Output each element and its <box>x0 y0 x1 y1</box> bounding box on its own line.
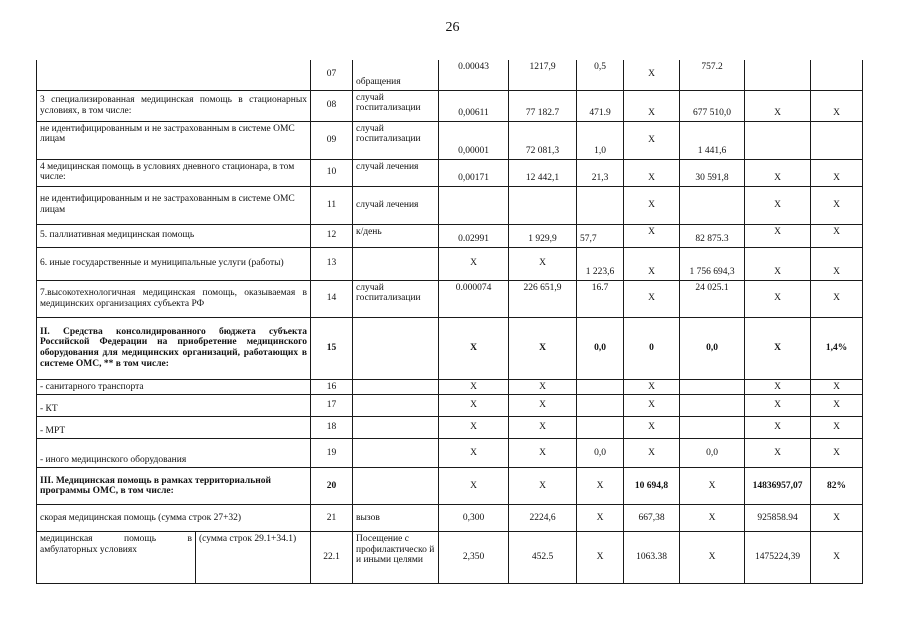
row-unit <box>353 317 439 379</box>
cell <box>680 186 745 224</box>
cell: 1 756 694,3 <box>680 247 745 280</box>
row-num: 18 <box>311 417 353 439</box>
row-subdesc: (сумма строк 29.1+34.1) <box>196 532 311 584</box>
row-desc: 7.высокотехнологичная медицинская помощь, оказываемая в медицинских организациях субъекта РФ <box>37 280 311 317</box>
cell: 1 223,6 <box>577 247 624 280</box>
cell: X <box>624 60 680 90</box>
cell: X <box>509 317 577 379</box>
row-num: 09 <box>311 121 353 159</box>
cell: X <box>745 395 811 417</box>
table-row <box>37 505 863 532</box>
cell: X <box>439 317 509 379</box>
cell: 677 510,0 <box>680 90 745 121</box>
cell <box>811 60 863 90</box>
cell: X <box>439 379 509 395</box>
row-num: 17 <box>311 395 353 417</box>
cell: 1 929,9 <box>509 224 577 247</box>
cell: 1 441,6 <box>680 121 745 159</box>
table-row <box>37 417 863 439</box>
cell: 0.000074 <box>439 280 509 317</box>
cell: X <box>624 186 680 224</box>
row-num: 07 <box>311 60 353 90</box>
cell: 12 442,1 <box>509 159 577 186</box>
cell <box>680 417 745 439</box>
cell <box>577 379 624 395</box>
table-row <box>37 439 863 468</box>
table-row <box>37 468 863 505</box>
cell <box>439 186 509 224</box>
cell: X <box>624 417 680 439</box>
row-desc: - иного медицинского оборудования <box>37 439 311 468</box>
cell: X <box>745 90 811 121</box>
cell: X <box>745 159 811 186</box>
budget-table <box>36 60 863 584</box>
cell: X <box>624 395 680 417</box>
cell: 72 081,3 <box>509 121 577 159</box>
row-unit <box>353 439 439 468</box>
cell: 452.5 <box>509 532 577 584</box>
cell: X <box>745 317 811 379</box>
table-row <box>37 186 863 224</box>
cell: X <box>509 379 577 395</box>
row-desc: 5. паллиативная медицинская помощь <box>37 224 311 247</box>
cell: 0,0 <box>680 317 745 379</box>
cell: 21,3 <box>577 159 624 186</box>
row-num: 14 <box>311 280 353 317</box>
row-num: 20 <box>311 468 353 505</box>
row-unit: случай лечения <box>353 186 439 224</box>
row-num: 11 <box>311 186 353 224</box>
cell: X <box>811 159 863 186</box>
cell: X <box>745 186 811 224</box>
cell: X <box>811 439 863 468</box>
cell: 1,4% <box>811 317 863 379</box>
cell <box>509 186 577 224</box>
cell: 82% <box>811 468 863 505</box>
cell: 0,00171 <box>439 159 509 186</box>
cell: 0,00001 <box>439 121 509 159</box>
table-row <box>37 224 863 247</box>
cell: 925858.94 <box>745 505 811 532</box>
cell: X <box>577 532 624 584</box>
cell: X <box>439 395 509 417</box>
row-unit: случай госпитализации <box>353 121 439 159</box>
row-desc: скорая медицинская помощь (сумма строк 27+32) <box>37 505 311 532</box>
cell: X <box>811 505 863 532</box>
cell: X <box>624 280 680 317</box>
cell: X <box>811 247 863 280</box>
cell: 0.00043 <box>439 60 509 90</box>
cell: X <box>624 224 680 247</box>
cell <box>745 121 811 159</box>
row-desc: 4 медицинская помощь в условиях дневного стационара, в том числе: <box>37 159 311 186</box>
cell <box>577 186 624 224</box>
row-desc: - санитарного транспорта <box>37 379 311 395</box>
cell: X <box>745 417 811 439</box>
cell: 1217,9 <box>509 60 577 90</box>
cell <box>811 121 863 159</box>
cell: 0 <box>624 317 680 379</box>
table-row <box>37 247 863 280</box>
cell: 0,0 <box>577 439 624 468</box>
row-num: 08 <box>311 90 353 121</box>
cell: X <box>745 247 811 280</box>
cell: X <box>811 186 863 224</box>
row-desc: - КТ <box>37 395 311 417</box>
cell: X <box>811 379 863 395</box>
cell: 0,5 <box>577 60 624 90</box>
cell: X <box>439 439 509 468</box>
table-row <box>37 280 863 317</box>
row-unit <box>353 395 439 417</box>
cell: X <box>811 90 863 121</box>
table-row <box>37 60 863 90</box>
row-num: 22.1 <box>311 532 353 584</box>
row-num: 12 <box>311 224 353 247</box>
row-unit <box>353 468 439 505</box>
cell: X <box>811 532 863 584</box>
cell: X <box>745 379 811 395</box>
row-num: 13 <box>311 247 353 280</box>
row-num: 21 <box>311 505 353 532</box>
row-unit: случай лечения <box>353 159 439 186</box>
cell: 0,300 <box>439 505 509 532</box>
cell: 2,350 <box>439 532 509 584</box>
cell: 57,7 <box>577 224 624 247</box>
cell: 24 025.1 <box>680 280 745 317</box>
cell: 0,00611 <box>439 90 509 121</box>
row-unit: Посещение с профилактическо й и иными целями <box>353 532 439 584</box>
row-unit <box>353 417 439 439</box>
cell: X <box>624 90 680 121</box>
row-desc: не идентифицированным и не застрахованным в системе ОМС лицам <box>37 186 311 224</box>
cell: X <box>624 439 680 468</box>
row-desc: 3 специализированная медицинская помощь в стационарных условиях, в том числе: <box>37 90 311 121</box>
cell <box>680 379 745 395</box>
cell: X <box>439 417 509 439</box>
cell: X <box>439 247 509 280</box>
cell: X <box>745 280 811 317</box>
cell: X <box>811 280 863 317</box>
page-number: 26 <box>445 20 460 35</box>
cell: X <box>745 439 811 468</box>
row-desc: 6. иные государственные и муниципальные услуги (работы) <box>37 247 311 280</box>
cell: X <box>680 505 745 532</box>
row-desc: - МРТ <box>37 417 311 439</box>
row-unit: случай госпитализации <box>353 280 439 317</box>
cell: X <box>811 395 863 417</box>
cell <box>680 395 745 417</box>
table-row <box>37 379 863 395</box>
cell: 757.2 <box>680 60 745 90</box>
row-unit: к/день <box>353 224 439 247</box>
cell: X <box>811 224 863 247</box>
cell: 2224,6 <box>509 505 577 532</box>
row-num: 19 <box>311 439 353 468</box>
cell: X <box>680 532 745 584</box>
cell: X <box>624 379 680 395</box>
table-row <box>37 159 863 186</box>
cell: 226 651,9 <box>509 280 577 317</box>
cell: X <box>509 247 577 280</box>
cell: 16.7 <box>577 280 624 317</box>
cell: 77 182.7 <box>509 90 577 121</box>
table-row <box>37 395 863 417</box>
cell: 10 694,8 <box>624 468 680 505</box>
cell <box>577 417 624 439</box>
row-num: 10 <box>311 159 353 186</box>
row-desc: II. Средства консолидированного бюджета субъекта Российской Федерации на приобретение медицинского оборудования для медицинских организаций, работающих в системе ОМС, ** в том числе: <box>37 317 311 379</box>
cell: X <box>624 247 680 280</box>
cell <box>745 60 811 90</box>
row-unit <box>353 379 439 395</box>
cell: 30 591,8 <box>680 159 745 186</box>
row-desc <box>37 60 311 90</box>
cell: 1063.38 <box>624 532 680 584</box>
cell: 0,0 <box>680 439 745 468</box>
cell: X <box>509 439 577 468</box>
cell: X <box>624 121 680 159</box>
row-num: 15 <box>311 317 353 379</box>
cell: 0,0 <box>577 317 624 379</box>
cell: X <box>509 468 577 505</box>
row-unit: случай госпитализации <box>353 90 439 121</box>
row-desc: не идентифицированным и не застрахованным в системе ОМС лицам <box>37 121 311 159</box>
cell: 1475224,39 <box>745 532 811 584</box>
cell: 14836957,07 <box>745 468 811 505</box>
row-desc: III. Медицинская помощь в рамках территориальной программы ОМС, в том числе: <box>37 468 311 505</box>
cell: X <box>577 468 624 505</box>
cell: X <box>745 224 811 247</box>
cell: X <box>811 417 863 439</box>
cell: 471.9 <box>577 90 624 121</box>
row-unit: обращения <box>353 60 439 90</box>
table-row <box>37 90 863 121</box>
table-row <box>37 532 863 584</box>
cell: X <box>624 159 680 186</box>
row-unit <box>353 247 439 280</box>
cell: X <box>509 395 577 417</box>
cell: 0.02991 <box>439 224 509 247</box>
cell: 1,0 <box>577 121 624 159</box>
cell: X <box>577 505 624 532</box>
cell: X <box>680 468 745 505</box>
cell <box>577 395 624 417</box>
cell: 82 875.3 <box>680 224 745 247</box>
table-row <box>37 121 863 159</box>
table-row <box>37 317 863 379</box>
cell: 667,38 <box>624 505 680 532</box>
cell: X <box>509 417 577 439</box>
cell: X <box>439 468 509 505</box>
row-desc: медицинская помощь в амбулаторных условиях <box>37 532 196 584</box>
row-unit: вызов <box>353 505 439 532</box>
row-num: 16 <box>311 379 353 395</box>
